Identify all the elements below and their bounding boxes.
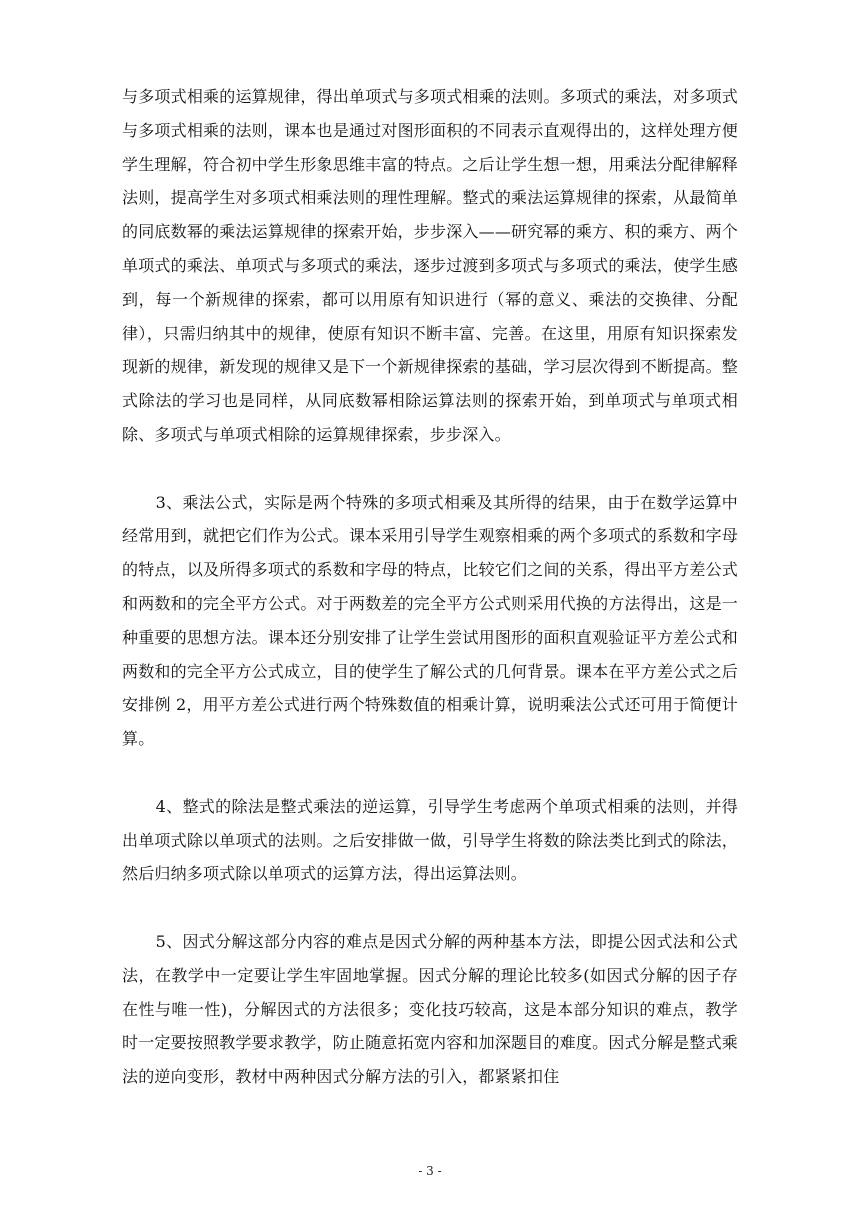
paragraph-5-factorization: 5、因式分解这部分内容的难点是因式分解的两种基本方法，即提公因式法和公式法，在教学中一定要让学生牢固地掌握。因式分解的理论比较多(如因式分解的因子存在性与唯一性)，分解因式的方法很多；变化技巧较高，这是本部分知识的难点，教学时一定要按照教学要求教学，防止随意拓宽内容和加深题目的难度。因式分解是整式乘法的逆向变形，教材中两种因式分解方法的引入，都紧紧扣住 (122, 931, 738, 1087)
paragraph-continued: 与多项式相乘的运算规律，得出单项式与多项式相乘的法则。多项式的乘法，对多项式与多项式相乘的法则，课本也是通过对图形面积的不同表示直观得出的，这样处理方便学生理解，符合初中学生形象思维丰富的特点。之后让学生想一想，用乘法分配律解释法则，提高学生对多项式相乘法则的理性理解。整式的乘法运算规律的探索，从最简单的同底数幂的乘法运算规律的探索开始，步步深入——研究幂的乘方、积的乘方、两个单项式的乘法、单项式与多项式的乘法，逐步过渡到多项式与多项式的乘法，使学生感到，每一个新规律的探索，都可以用原有知识进行（幂的意义、乘法的交换律、分配律），只需归纳其中的规律，使原有知识不断丰富、完善。在这里，用原有知识探索发现新的规律，新发现的规律又是下一个新规律探索的基础，学习层次得到不断提高。整式除法的学习也是同样，从同底数幂相除运算法则的探索开始，到单项式与单项式相除、多项式与单项式相除的运算规律探索，步步深入。 (122, 87, 738, 444)
page-body (122, 80, 738, 1094)
paragraph-4-polynomial-division: 4、整式的除法是整式乘法的逆运算，引导学生考虑两个单项式相乘的法则，并得出单项式除以单项式的法则。之后安排做一做，引导学生将数的除法类比到式的除法，然后归纳多项式除以单项式的运算方法，得出运算法则。 (122, 796, 738, 884)
paragraph-3-multiplication-formulas: 3、乘法公式，实际是两个特殊的多项式相乘及其所得的结果，由于在数学运算中经常用到，就把它们作为公式。课本采用引导学生观察相乘的两个多项式的系数和字母的特点，以及所得多项式的系数和字母的特点，比较它们之间的关系，得出平方差公式和两数和的完全平方公式。对于两数差的完全平方公式则采用代换的方法得出，这是一种重要的思想方法。课本还分别安排了让学生尝试用图形的面积直观验证平方差公式和两数和的完全平方公式成立，目的使学生了解公式的几何背景。课本在平方差公式之后安排例 2，用平方差公式进行两个特殊数值的相乘计算，说明乘法公式还可用于简便计算。 (122, 492, 738, 749)
page-number: - 3 - (418, 1164, 442, 1178)
